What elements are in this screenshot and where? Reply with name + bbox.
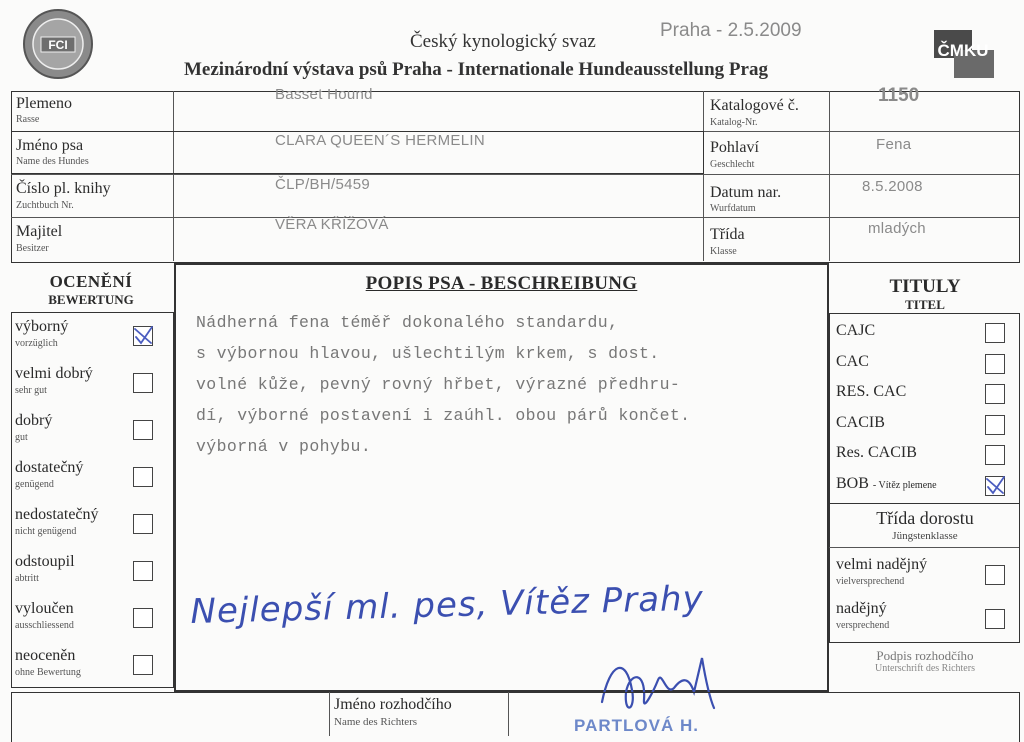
title-checkbox[interactable]: [985, 384, 1005, 404]
description-line: dí, výborné postavení i zaúhl. obou párů končet.: [196, 406, 691, 425]
svg-text:ČMKU: ČMKU: [937, 41, 989, 60]
rating-option-label: dostatečný: [15, 459, 84, 476]
studbook-label-de: Zuchtbuch Nr.: [16, 200, 74, 211]
fci-logo: [22, 8, 94, 80]
dog-name-label-de: Name des Hundes: [16, 156, 89, 167]
svg-text:FCI: FCI: [48, 38, 68, 52]
signature-label-de: Unterschrift des Richters: [875, 663, 975, 674]
title-option-label: [836, 353, 869, 371]
signature-label: Podpis rozhodčího: [876, 648, 974, 663]
rating-option-label-de: genügend: [15, 479, 54, 490]
title-checkbox[interactable]: [985, 445, 1005, 465]
breed-label: Plemeno: [16, 95, 72, 112]
title-option-label: [836, 322, 875, 340]
description-title: POPIS PSA - BESCHREIBUNG: [365, 273, 638, 294]
judge-stamp: PARTLOVÁ H.: [574, 716, 699, 735]
rating-option-label: nedostatečný: [15, 506, 99, 523]
judge-name-label-de: Name des Richters: [334, 716, 418, 728]
dob-value: 8.5.2008: [862, 178, 923, 195]
title-option-label: [836, 444, 917, 462]
sex-value: Fena: [876, 136, 912, 153]
titles-title-de: TITEL: [905, 297, 945, 312]
rating-checkbox[interactable]: [133, 467, 153, 487]
title-checkbox[interactable]: [985, 476, 1005, 496]
rating-option-label: velmi dobrý: [15, 365, 93, 382]
title-option-name: BOB: [836, 474, 869, 492]
junior-option-label-de: versprechend: [836, 620, 890, 631]
rating-checkbox[interactable]: [133, 608, 153, 628]
title-option-label: [836, 475, 937, 493]
footer-box: [11, 692, 1020, 742]
rating-checkbox[interactable]: [133, 420, 153, 440]
class-label: Třída: [710, 226, 745, 243]
junior-option-label-de: vielversprechend: [836, 576, 905, 587]
junior-title: Třída dorostu: [876, 508, 974, 528]
title-option-label: [836, 414, 885, 432]
junior-option-label: velmi nadějný: [836, 556, 928, 573]
dog-name-label: Jméno psa: [16, 137, 84, 154]
rating-option-label: dobrý: [15, 412, 53, 429]
judge-name-label: Jméno rozhodčího: [334, 696, 452, 713]
studbook-label: Číslo pl. knihy: [16, 180, 111, 197]
org-name: Český kynologický svaz: [410, 31, 596, 52]
rating-option-label-de: gut: [15, 432, 28, 443]
title-option-name: RES. CAC: [836, 383, 907, 400]
title-option-name: CACIB: [836, 413, 885, 431]
owner-label-de: Besitzer: [16, 243, 49, 254]
rating-title: OCENĚNÍ: [49, 272, 133, 291]
info-box: [11, 91, 1020, 263]
rating-option-label-de: abtritt: [15, 573, 39, 584]
description-line: Nádherná fena téměř dokonalého standardu,: [196, 313, 619, 332]
dob-label: Datum nar.: [710, 184, 782, 201]
junior-checkbox[interactable]: [985, 565, 1005, 585]
class-value: mladých: [868, 220, 926, 237]
junior-option-label: nadějný: [836, 600, 887, 617]
owner-value: VĚRA KŘÍŽOVÁ: [275, 216, 389, 233]
handwritten-note: Nejlepší ml. pes, Vítěz Prahy: [190, 578, 705, 632]
rating-option-label: vyloučen: [15, 600, 74, 617]
rating-title-de: BEWERTUNG: [48, 292, 134, 307]
rating-option-label: odstoupil: [15, 553, 75, 570]
show-title: Mezinárodní výstava psů Praha - Internationale Hundeausstellung Prag: [184, 59, 768, 80]
rating-checkbox[interactable]: [133, 373, 153, 393]
breed-value: Basset Hound: [275, 86, 373, 103]
rating-checkbox[interactable]: [133, 655, 153, 675]
title-checkbox[interactable]: [985, 323, 1005, 343]
sex-label-de: Geschlecht: [710, 159, 755, 170]
studbook-value: ČLP/BH/5459: [275, 176, 371, 193]
owner-label: Majitel: [16, 223, 63, 240]
rating-option-label: neoceněn: [15, 647, 76, 664]
rating-option-label: výborný: [15, 318, 69, 335]
rating-option-label-de: ohne Bewertung: [15, 667, 81, 678]
rating-checkbox[interactable]: [133, 326, 153, 346]
rating-checkbox[interactable]: [133, 514, 153, 534]
catalog-label: Katalogové č.: [710, 97, 799, 114]
description-line: volné kůže, pevný rovný hřbet, výrazné předhru-: [196, 375, 681, 394]
cmku-logo: [932, 24, 996, 82]
titles-title: TITULY: [889, 276, 961, 297]
description-line: s výbornou hlavou, ušlechtilým krkem, s dost.: [196, 344, 660, 363]
class-label-de: Klasse: [710, 246, 737, 257]
rating-option-label-de: sehr gut: [15, 385, 47, 396]
catalog-value: 1150: [878, 85, 920, 106]
dob-label-de: Wurfdatum: [710, 203, 756, 214]
rating-checkbox[interactable]: [133, 561, 153, 581]
title-checkbox[interactable]: [985, 415, 1005, 435]
rating-option-label-de: nicht genügend: [15, 526, 77, 537]
dog-name-value: CLARA QUEEN´S HERMELIN: [275, 132, 485, 149]
junior-title-de: Jüngstenklasse: [892, 530, 958, 542]
title-option-name: CAC: [836, 352, 869, 370]
rating-option-label-de: vorzüglich: [15, 338, 58, 349]
rating-option-label-de: ausschliessend: [15, 620, 74, 631]
show-date: Praha - 2.5.2009: [660, 20, 802, 41]
junior-checkbox[interactable]: [985, 609, 1005, 629]
description-line: výborná v pohybu.: [196, 437, 372, 456]
sex-label: Pohlaví: [710, 139, 759, 156]
title-option-name: Res. CACIB: [836, 444, 917, 461]
description-text: [196, 307, 690, 462]
title-option-suffix: - Vítěz plemene: [872, 479, 937, 491]
title-option-label: [836, 383, 906, 401]
title-checkbox[interactable]: [985, 354, 1005, 374]
title-option-name: CAJC: [836, 322, 876, 339]
breed-label-de: Rasse: [16, 114, 40, 125]
catalog-label-de: Katalog-Nr.: [710, 117, 758, 128]
